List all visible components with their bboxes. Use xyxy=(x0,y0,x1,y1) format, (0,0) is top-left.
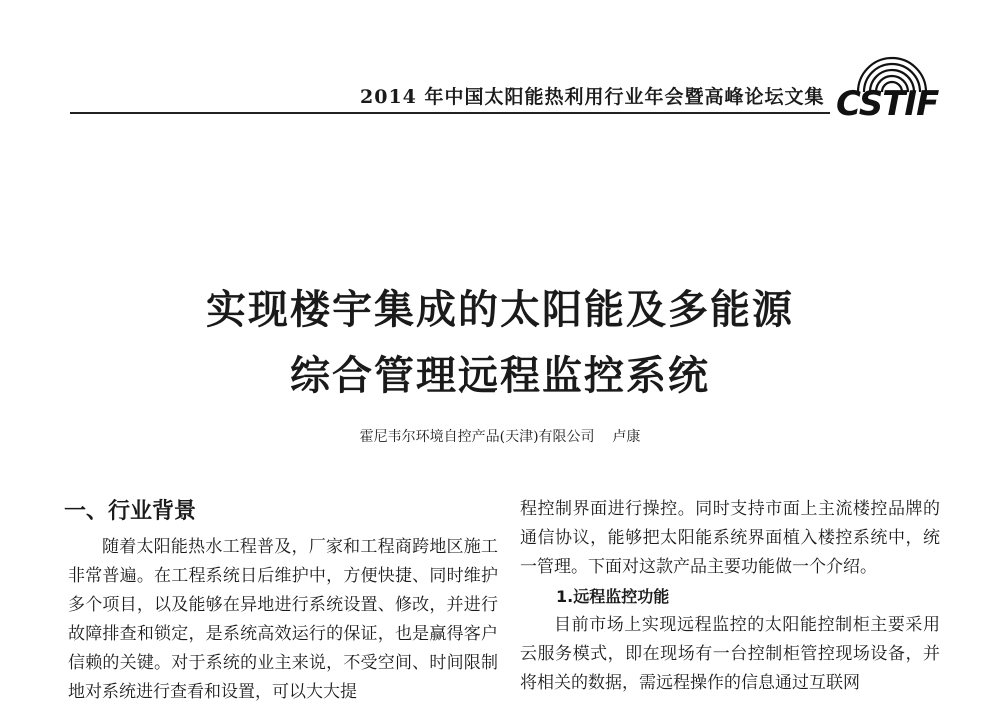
body-paragraph-continued: 程控制界面进行操控。同时支持市面上主流楼控品牌的通信协议，能够把太阳能系统界面植入楼控系统中，统一管理。下面对这款产品主要功能做一个介绍。 xyxy=(520,499,940,577)
right-column xyxy=(520,495,940,698)
logo-text: CSTIF xyxy=(836,84,939,124)
sub-heading: 1.远程监控功能 xyxy=(556,587,670,606)
proceedings-header-title: 2014 年中国太阳能热利用行业年会暨高峰论坛文集 xyxy=(360,86,825,108)
article-title-line-1: 实现楼宇集成的太阳能及多能源 xyxy=(206,286,794,333)
author-affiliation: 霍尼韦尔环境自控产品(天津)有限公司 卢康 xyxy=(359,429,641,445)
article-title-line-2: 综合管理远程监控系统 xyxy=(290,352,710,399)
cstif-logo xyxy=(832,48,942,128)
body-paragraph: 目前市场上实现远程监控的太阳能控制柜主要采用云服务模式，即在现场有一台控制柜管控现场设备，并将相关的数据，需远程操作的信息通过互联网 xyxy=(520,615,940,693)
body-paragraph: 随着太阳能热水工程普及，厂家和工程商跨地区施工非常普遍。在工程系统日后维护中，方便快捷、同时维护多个项目，以及能够在异地进行系统设置、修改，并进行故障排查和锁定，是系统高效运行的保证，也是赢得客户信赖的关键。对于系统的业主来说，不受空间、时间限制地对系统进行查看和设置，可以大大提 xyxy=(68,537,498,702)
header-rule xyxy=(70,112,830,114)
section-heading: 一、行业背景 xyxy=(64,499,197,524)
left-column xyxy=(64,495,498,707)
